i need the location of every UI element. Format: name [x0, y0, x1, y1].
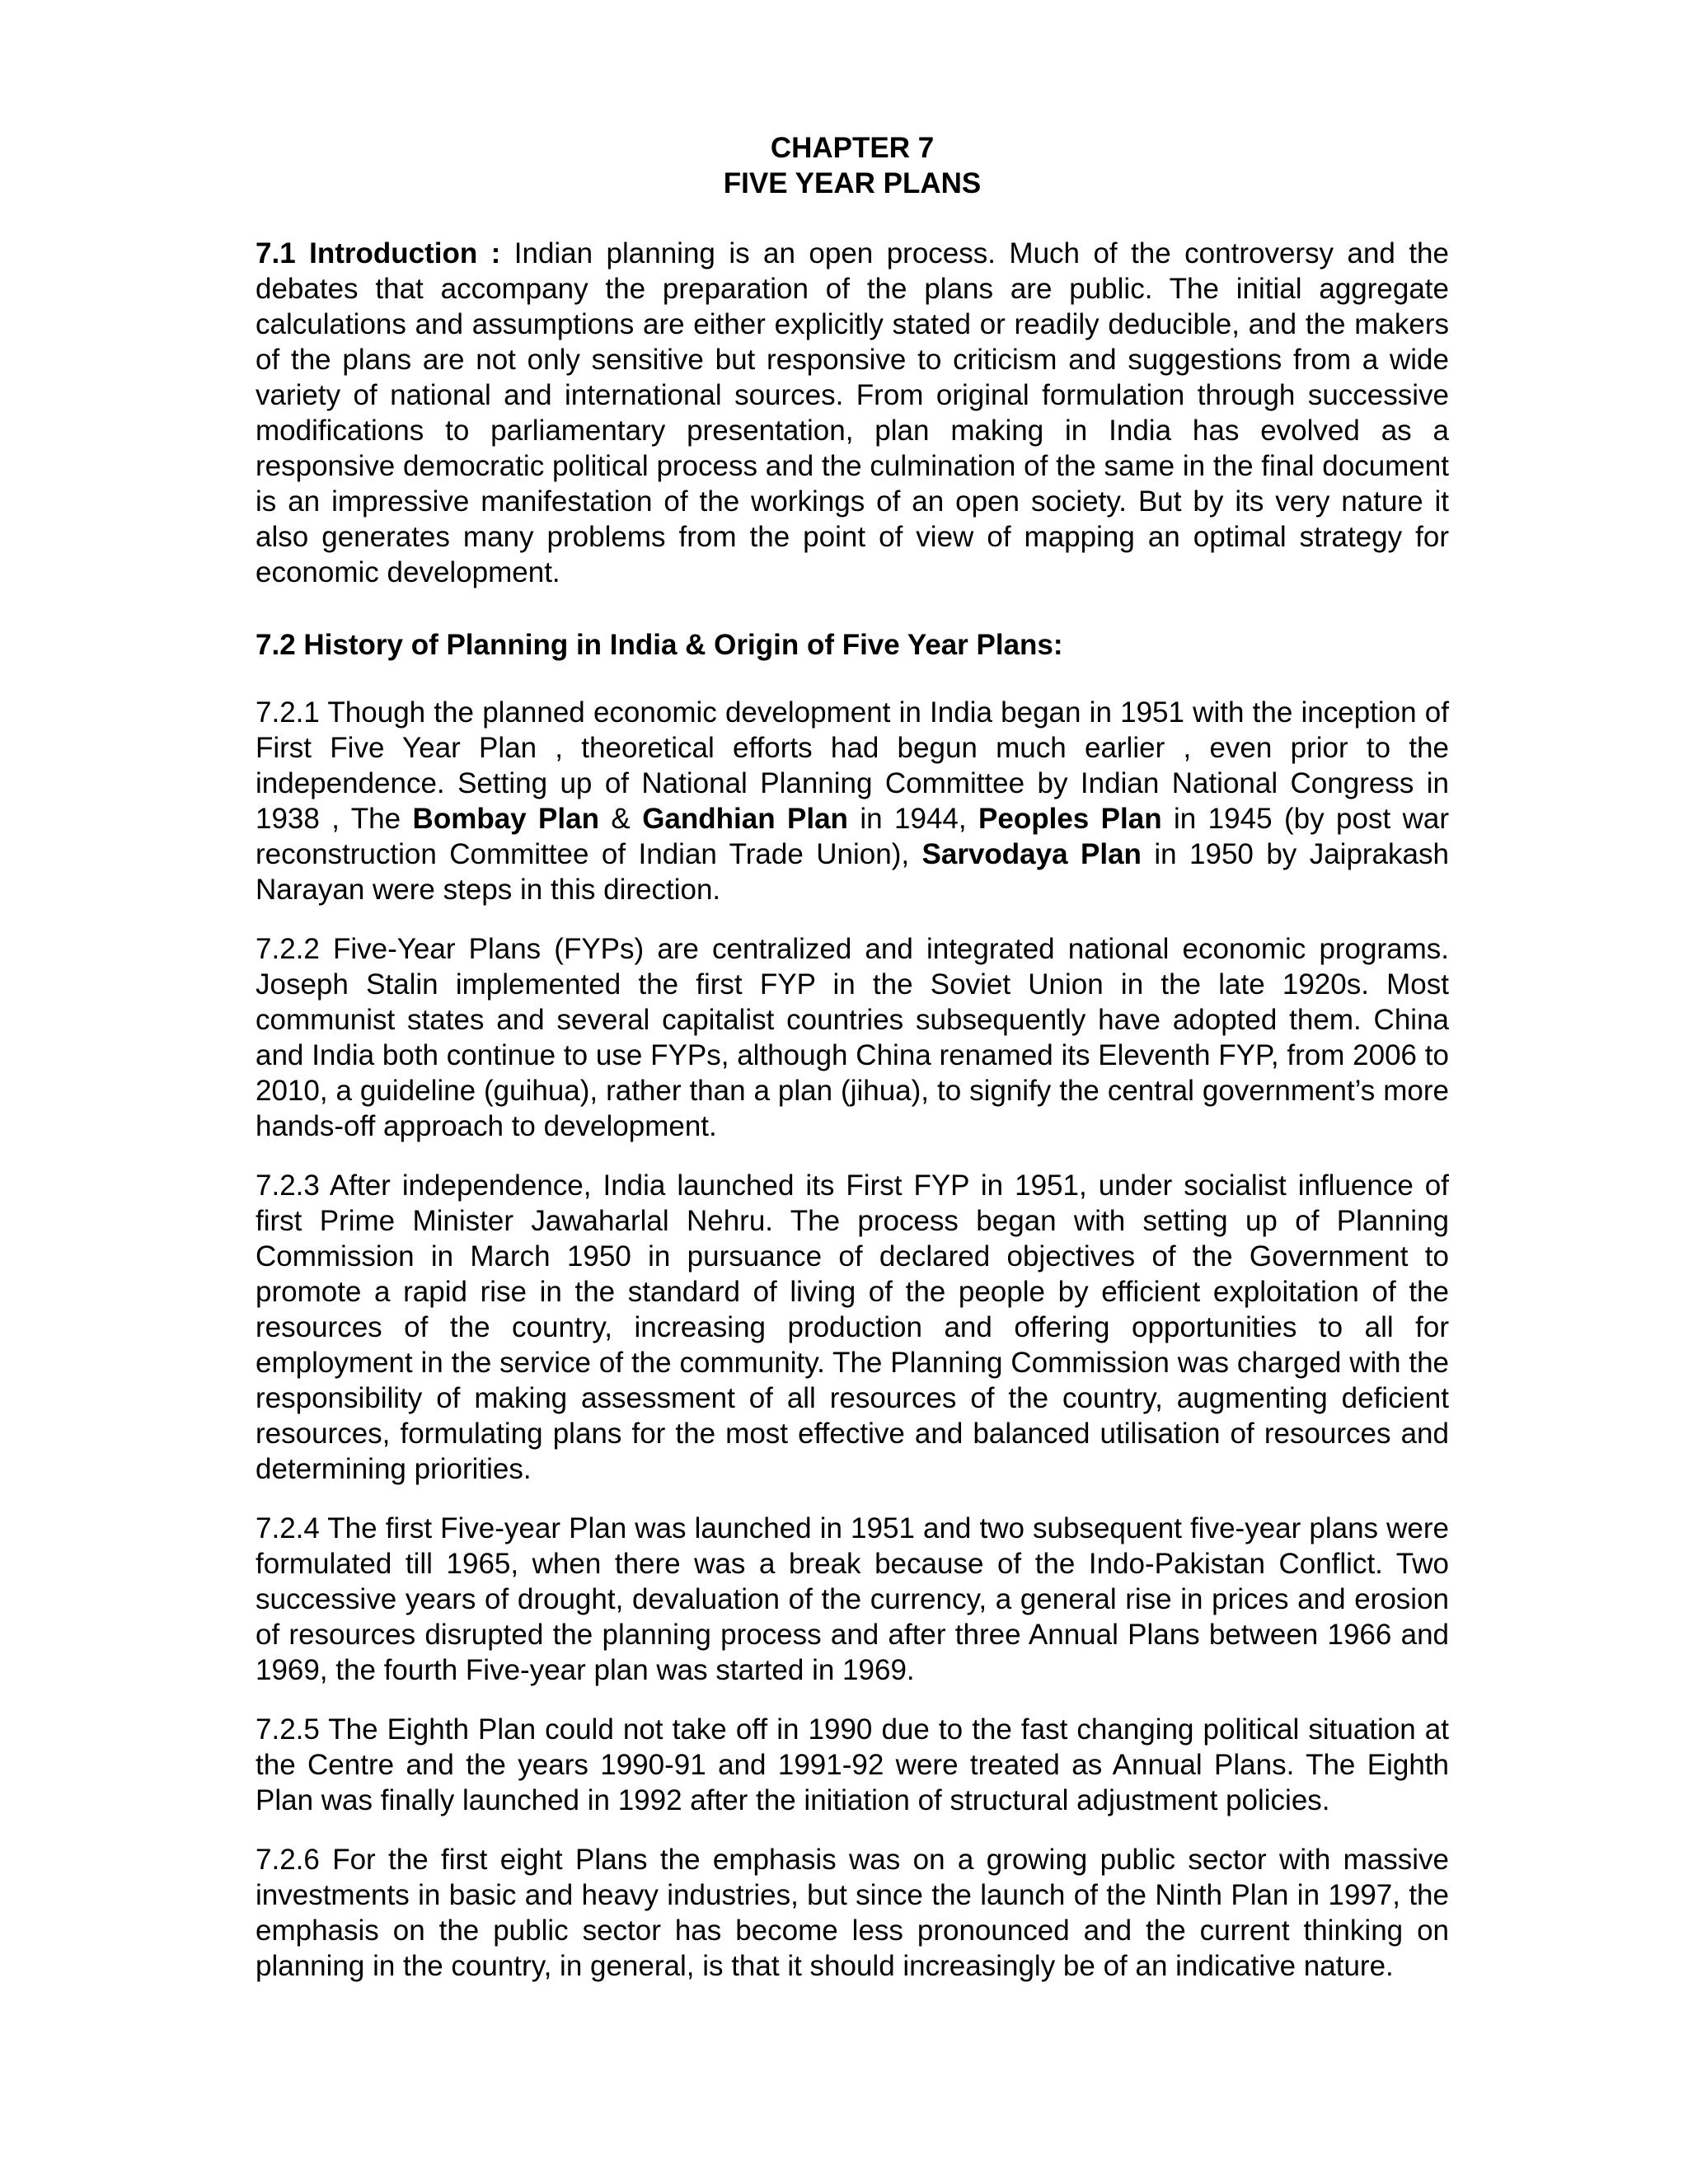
intro-paragraph	[256, 236, 1449, 590]
p1-text-3: in 1944,	[847, 803, 979, 835]
bombay-plan: Bombay Plan	[412, 803, 599, 835]
document-page	[256, 130, 1449, 2008]
p1-text-1: 7.2.1 Though the planned economic development in India began in 1951 with the inception of First Five Year Plan , theoretical efforts had begun much earlier , even prior to the independence. Setting up of National Planning Committee by Indian National Congress in 1938 , The	[256, 696, 1449, 835]
chapter-title: FIVE YEAR PLANS	[723, 167, 982, 199]
paragraph-7-2-5: 7.2.5 The Eighth Plan could not take off in 1990 due to the fast changing political situation at the Centre and the years 1990-91 and 1991-92 were treated as Annual Plans. The Eighth Plan was finally launched in 1992 after the initiation of structural adjustment policies.	[256, 1713, 1449, 1816]
sarvodaya-plan: Sarvodaya Plan	[921, 838, 1142, 870]
paragraph-7-2-4: 7.2.4 The first Five-year Plan was launched in 1951 and two subsequent five-year plans were formulated till 1965, when there was a break because of the Indo-Pakistan Conflict. Two successive years of drought, devaluation of the currency, a general rise in prices and erosion of resources disrupted the planning process and after three Annual Plans between 1966 and 1969, the fourth Five-year plan was started in 1969.	[256, 1512, 1449, 1686]
intro-heading: 7.1 Introduction :	[256, 237, 501, 269]
paragraph-7-2-2: 7.2.2 Five-Year Plans (FYPs) are centralized and integrated national economic programs. Joseph Stalin implemented the first FYP in the Soviet Union in the late 1920s. Most communist states and several capitalist countries subsequently have adopted them. China and India both continue to use FYPs, although China renamed its Eleventh FYP, from 2006 to 2010, a guideline (guihua), rather than a plan (jihua), to signify the central government’s more hands-off approach to development.	[256, 933, 1449, 1142]
peoples-plan: Peoples Plan	[978, 803, 1162, 835]
p1-text-5: in 1950 by Jaiprakash Narayan were steps in this direction.	[256, 838, 1449, 906]
intro-section	[256, 236, 1449, 590]
intro-text: Indian planning is an open process. Much of the controversy and the debates that accompany the preparation of the plans are public. The initial aggregate calculations and assumptions are either explicitly stated or readily deducible, and the makers of the plans are not only sensitive but responsive to criticism and suggestions from a wide variety of national and international sources. From original formulation through successive modifications to parliamentary presentation, plan making in India has evolved as a responsive democratic political process and the culmination of the same in the final document is an impressive manifestation of the workings of an open society. But by its very nature it also generates many problems from the point of view of mapping an optimal strategy for economic development.	[256, 237, 1449, 588]
paragraph-7-2-3: 7.2.3 After independence, India launched its First FYP in 1951, under socialist influence of first Prime Minister Jawaharlal Nehru. The process began with setting up of Planning Commission in March 1950 in pursuance of declared objectives of the Government to promote a rapid rise in the standard of living of the people by efficient exploitation of the resources of the country, increasing production and offering opportunities to all for employment in the service of the community. The Planning Commission was charged with the responsibility of making assessment of all resources of the country, augmenting deficient resources, formulating plans for the most effective and balanced utilisation of resources and determining priorities.	[256, 1169, 1449, 1485]
p1-text-2: &	[598, 803, 643, 835]
gandhian-plan: Gandhian Plan	[642, 803, 848, 835]
paragraph-7-2-6: 7.2.6 For the first eight Plans the emphasis was on a growing public sector with massive investments in basic and heavy industries, but since the launch of the Ninth Plan in 1997, the emphasis on the public sector has become less pronounced and the current thinking on planning in the country, in general, is that it should increasingly be of an indicative nature.	[256, 1844, 1449, 1982]
chapter-number: CHAPTER 7	[770, 132, 935, 164]
history-heading: 7.2 History of Planning in India & Origin of Five Year Plans:	[256, 629, 1063, 661]
paragraph-7-2-1	[256, 695, 1449, 907]
p1-text-4: in 1945 (by post war reconstruction Committee of Indian Trade Union),	[256, 803, 1449, 870]
